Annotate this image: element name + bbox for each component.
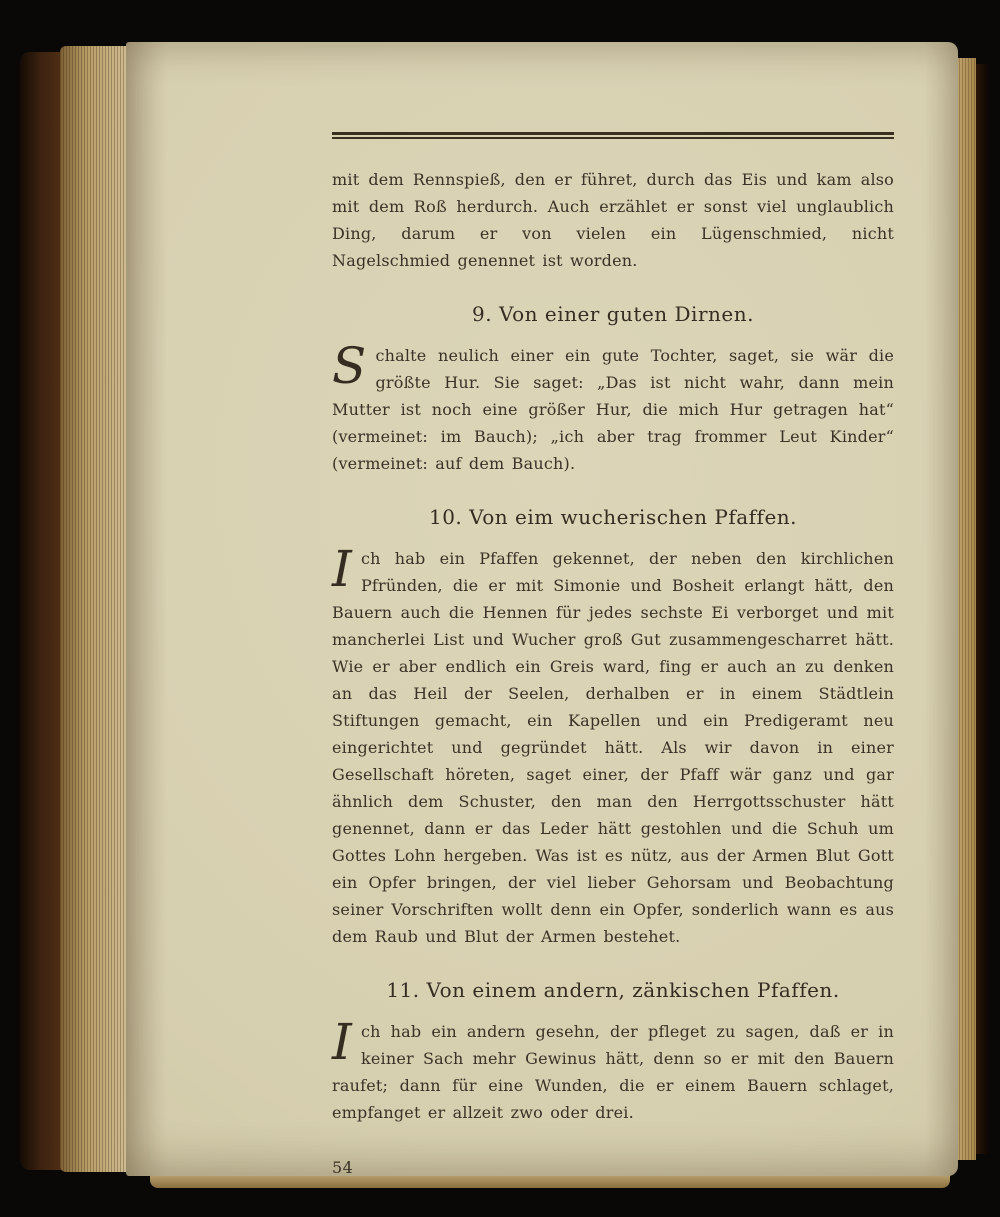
book-page: [126, 42, 958, 1176]
paragraph-continuation: mit dem Rennspieß, den er führet, durch das Eis und kam also mit dem Roß herdurch. Auch erzählet er sonst viel unglaublich Ding, darum er von vielen ein Lügenschmied, nicht Nagelschmied genennet ist worden.: [332, 170, 894, 270]
paragraph-text: chalte neulich einer ein gute Tochter, saget, sie wär die größte Hur. Sie saget: „Das ist nicht wahr, dann mein Mutter ist noch eine größer Hur, die mich Hur getragen hat“ (vermeinet: im Bauch); „ich aber trag frommer Leut Kinder“ (vermeinet: auf dem Bauch).: [332, 346, 894, 473]
page-number: 54: [332, 1158, 354, 1177]
paragraph-text: ch hab ein Pfaffen gekennet, der neben den kirchlichen Pfründen, die er mit Simonie und Bosheit erlangt hätt, den Bauern auch die Hennen für jedes sechste Ei verborget und mit mancherlei List und Wucher groß Gut zusammengescharret hätt. Wie er aber endlich ein Greis ward, fing er auch an zu denken an das Heil der Seelen, derhalben er in einem Städtlein Stiftungen gemacht, ein Kapellen und ein Predigeramt neu eingerichtet und gegründet hätt. Als wir davon in einer Gesellschaft höreten, saget einer, der Pfaff wär ganz und gar ähnlich dem Schuster, den man den Herrgottsschuster hätt genennet, dann er das Leder hätt gestohlen und die Schuh um Gottes Lohn hergeben. Was ist es nütz, aus der Armen Blut Gott ein Opfer bringen, der viel lieber Gehorsam und Beobachtung seiner Vorschriften wollt denn ein Opfer, sonderlich wann es aus dem Raub und Blut der Armen bestehet.: [332, 549, 894, 946]
paragraph-section-9: [332, 337, 894, 477]
double-rule: [332, 132, 894, 144]
drop-cap: I: [332, 540, 352, 598]
paragraph-section-10: [332, 540, 894, 950]
section-heading-10: 10. Von eim wucherischen Pfaffen.: [428, 505, 798, 529]
text-column: [332, 132, 894, 1177]
paragraph-text: ch hab ein andern gesehn, der pfleget zu sagen, daß er in keiner Sach mehr Gewinus hätt, denn so er mit den Bauern raufet; dann für eine Wunden, die er einem Bauern schlaget, empfanget er allzeit zwo oder drei.: [332, 1022, 894, 1122]
drop-cap: I: [332, 1013, 352, 1071]
section-heading-11: 11. Von einem andern, zänkischen Pfaffen.: [386, 978, 840, 1002]
book-cover-right-edge: [976, 64, 988, 1154]
section-heading-9: 9. Von einer guten Dirnen.: [472, 302, 754, 326]
drop-cap: S: [332, 337, 367, 395]
paragraph-section-11: [332, 1013, 894, 1126]
